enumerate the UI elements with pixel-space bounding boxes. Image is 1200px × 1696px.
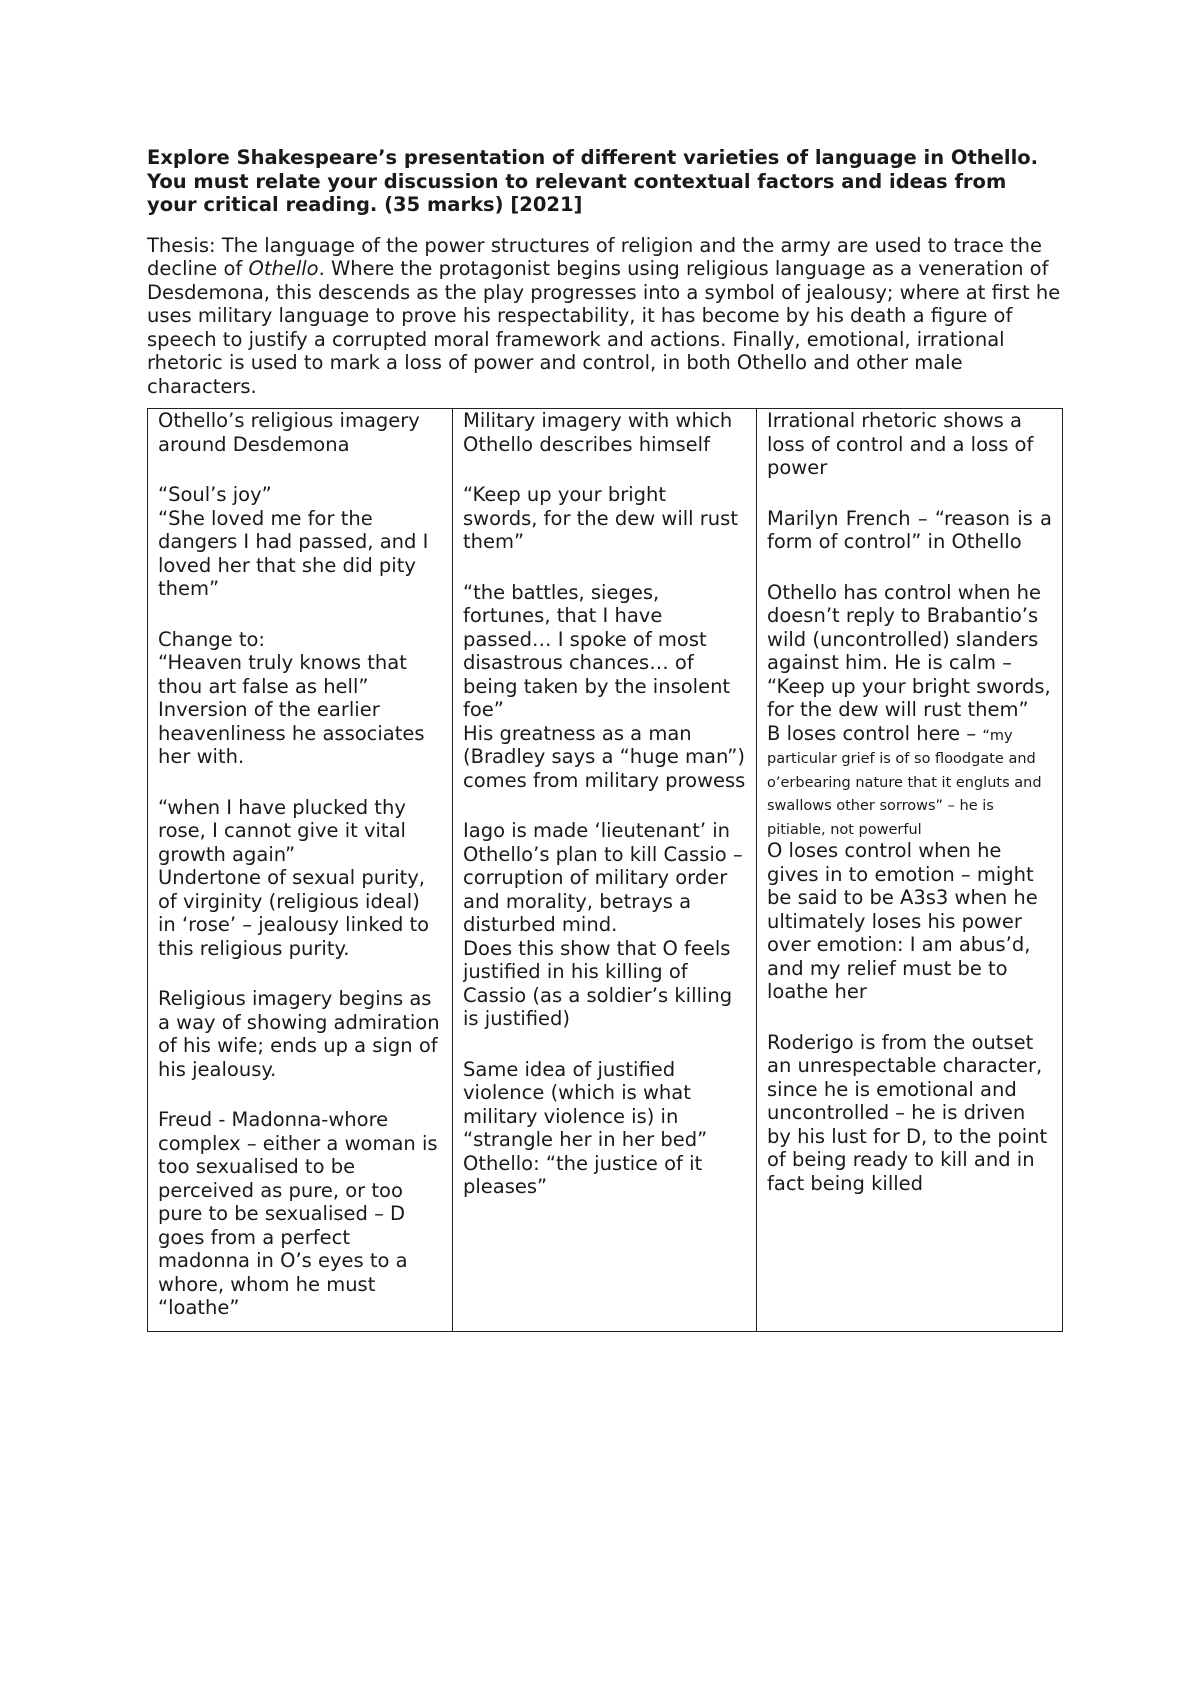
military-quote-battles: “the battles, sieges, fortunes, that I have passed… I spoke of most disastrous chances… of being taken by the insolent foe” — [463, 580, 731, 721]
irrational-brabantio-note — [767, 722, 1052, 840]
document-page — [147, 146, 1062, 1332]
notes-table — [147, 408, 1063, 1332]
military-justice-quote: Othello: “the justice of it pleases” — [463, 1151, 703, 1198]
essay-question: Explore Shakespeare’s presentation of different varieties of language in Othello. You must relate your discussion to relevant contextual factors and ideas from your critical reading. (35 marks) [2021] — [147, 146, 1039, 216]
military-heading: Military imagery with which Othello describes himself — [463, 409, 733, 456]
religious-quote-heaven: “Heaven truly knows that thou art false as hell” — [158, 651, 407, 698]
religious-heading: Othello’s religious imagery around Desdemona — [158, 409, 420, 456]
irrational-o-loses-note: O loses control when he gives in to emotion – might be said to be A3s3 when he ultimately loses his power over emotion: I am abus’d, and my relief must be to loathe her — [767, 839, 1038, 1003]
irrational-b-quote: “my particular grief is of so floodgate and o’erbearing nature that it engluts and swallows other sorrows” – he is pitiable, not powerful — [767, 727, 1042, 838]
irrational-heading: Irrational rhetoric shows a loss of control and a loss of power — [767, 409, 1034, 479]
religious-quote-loved-me: “She loved me for the dangers I had passed, and I loved her that she did pity them” — [158, 506, 429, 600]
thesis-italic-title: Othello — [248, 257, 319, 280]
religious-inversion-note: Inversion of the earlier heavenliness he associates her with. — [158, 698, 425, 768]
military-question-note: Does this show that O feels justified in his killing of Cassio (as a soldier’s killing is justified) — [463, 936, 733, 1030]
thesis-text-end: . Where the protagonist begins using religious language as a veneration of Desdemona, this descends as the play progresses into a symbol of jealousy; where at first he uses military language to prove his respectability, it has become by his death a figure of speech to justify a corrupted moral framework and actions. Finally, emotional, irrational rhetoric is used to mark a loss of power and control, in both Othello and other male characters. — [147, 257, 1061, 398]
religious-freud-note: Freud - Madonna-whore complex – either a woman is too sexualised to be perceived as pure, or too pure to be sexualised – D goes from a perfect madonna in O’s eyes to a whore, whom he must “loathe” — [158, 1108, 438, 1319]
thesis-paragraph — [147, 234, 1062, 399]
religious-quote-souls-joy: “Soul’s joy” — [158, 483, 272, 506]
religious-purity-note: Undertone of sexual purity, of virginity (religious ideal) in ‘rose’ – jealousy linked to this religious purity. — [158, 866, 430, 960]
irrational-rhetoric-column — [757, 409, 1063, 1332]
religious-imagery-column — [148, 409, 453, 1332]
religious-change-label: Change to: — [158, 627, 266, 651]
irrational-b-loses: B loses control here – — [767, 721, 983, 745]
irrational-french-note: Marilyn French – “reason is a form of control” in Othello — [767, 506, 1052, 553]
religious-quote-rose: “when I have plucked thy rose, I cannot give it vital growth again” — [158, 795, 406, 866]
thesis-text-start: Thesis: The language of the power structures of religion and the army are used to trace the decline of — [147, 233, 1043, 280]
religious-summary: Religious imagery begins as a way of showing admiration of his wife; ends up a sign of his jealousy. — [158, 987, 440, 1081]
irrational-control-note: Othello has control when he doesn’t reply to Brabantio’s wild (uncontrolled) slanders against him. He is calm – “Keep up your bright swords, for the dew will rust them” — [767, 580, 1051, 721]
military-imagery-column — [453, 409, 757, 1332]
military-same-idea-note: Same idea of justified violence (which is what military violence is) in “strangle her in her bed” — [463, 1057, 708, 1151]
irrational-roderigo-note: Roderigo is from the outset an unrespectable character, since he is emotional and uncontrolled – he is driven by his lust for D, to the point of being ready to kill and in fact being killed — [767, 1030, 1048, 1195]
military-iago-note: Iago is made ‘lieutenant’ in Othello’s plan to kill Cassio – corruption of military order and morality, betrays a disturbed mind. — [463, 819, 743, 936]
table-row — [148, 409, 1063, 1332]
military-quote-swords: “Keep up your bright swords, for the dew will rust them” — [463, 483, 738, 553]
military-greatness-note: His greatness as a man (Bradley says a “huge man”) comes from military prowess — [463, 721, 746, 792]
